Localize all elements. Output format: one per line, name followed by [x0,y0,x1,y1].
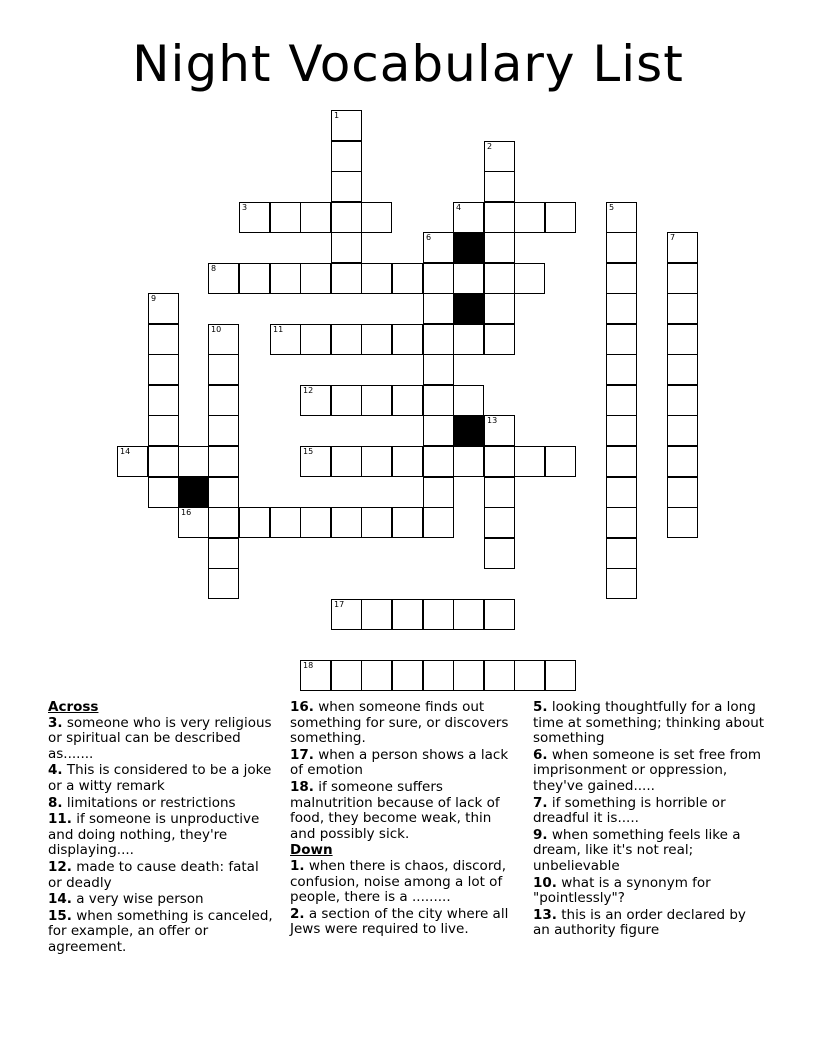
clue [290,700,518,747]
clue-number: 18 [303,661,314,670]
grid-cell[interactable] [148,477,179,508]
clue-text: when there is chaos, discord, confusion, noise among a lot of people, there is a ......... [290,857,506,906]
grid-cell[interactable] [361,660,392,691]
clue [48,796,273,812]
clue-num: 1. [290,857,305,874]
black-square [178,477,209,508]
clue-num: 17. [290,746,314,763]
grid-cell[interactable] [331,202,362,233]
clue [533,876,765,907]
grid-cell[interactable] [667,507,698,538]
grid-cell[interactable] [239,202,270,233]
grid-cell[interactable] [331,446,362,477]
grid-cell[interactable] [606,507,637,538]
grid-cell[interactable] [270,263,301,294]
grid-cell[interactable] [208,415,239,446]
clue [48,892,273,908]
grid-cell[interactable] [361,446,392,477]
clue-num: 3. [48,714,63,731]
grid-cell[interactable] [606,202,637,233]
clues-column-2 [290,700,518,939]
grid-cell[interactable] [361,599,392,630]
clue-num: 8. [48,794,63,811]
clue-number: 8 [211,264,217,273]
grid-cell[interactable] [331,171,362,202]
grid-cell[interactable] [331,599,362,630]
grid-cell[interactable] [392,446,423,477]
grid-cell[interactable] [606,263,637,294]
clue-num: 18. [290,778,314,795]
clue [48,909,273,956]
clue-number: 16 [181,508,192,517]
grid-cell[interactable] [514,263,545,294]
grid-cell[interactable] [148,293,179,324]
grid-cell[interactable] [667,324,698,355]
grid-cell[interactable] [606,232,637,263]
grid-cell[interactable] [208,324,239,355]
clue-number: 5 [609,203,615,212]
grid-cell[interactable] [300,202,331,233]
grid-cell[interactable] [606,324,637,355]
clue [533,700,765,747]
grid-cell[interactable] [423,263,454,294]
grid-cell[interactable] [484,263,515,294]
clue-num: 16. [290,699,314,715]
grid-cell[interactable] [423,477,454,508]
clue-num: 5. [533,699,548,715]
clue-text: limitations or restrictions [62,794,236,811]
clue-number: 11 [273,325,284,334]
grid-cell[interactable] [208,446,239,477]
grid-cell[interactable] [300,446,331,477]
grid-cell[interactable] [514,202,545,233]
clue [533,748,765,795]
grid-cell[interactable] [484,415,515,446]
clue [48,860,273,891]
grid-cell[interactable] [606,568,637,599]
grid-cell[interactable] [606,538,637,569]
clue [533,908,765,939]
grid-cell[interactable] [667,232,698,263]
clue [533,796,765,827]
grid-cell[interactable] [545,660,576,691]
clue [290,748,518,779]
grid-cell[interactable] [514,660,545,691]
clue-number: 4 [456,203,462,212]
clue-num: 9. [533,826,548,843]
clue-number: 10 [211,325,222,334]
across-heading: Across [48,699,99,715]
clue-number: 15 [303,447,314,456]
clue-text: if someone suffers malnutrition because of lack of food, they become weak, thin and possibly sick. [290,778,500,842]
grid-cell[interactable] [208,538,239,569]
down-heading: Down [290,842,333,859]
grid-cell[interactable] [361,324,392,355]
grid-cell[interactable] [392,324,423,355]
grid-cell[interactable] [148,385,179,416]
clue-text: if something is horrible or dreadful it is..... [533,794,726,827]
clue-number: 17 [334,600,345,609]
black-square [453,232,484,263]
grid-cell[interactable] [484,202,515,233]
grid-cell[interactable] [667,477,698,508]
clue-text: this is an order declared by an authority figure [533,906,746,939]
grid-cell[interactable] [178,446,209,477]
grid-cell[interactable] [606,477,637,508]
grid-cell[interactable] [453,324,484,355]
grid-cell[interactable] [484,141,515,172]
clue-text: a very wise person [71,891,204,908]
grid-cell[interactable] [423,354,454,385]
grid-cell[interactable] [270,507,301,538]
grid-cell[interactable] [148,324,179,355]
grid-cell[interactable] [331,385,362,416]
clue-number: 2 [487,142,493,151]
grid-cell[interactable] [453,385,484,416]
clue-text: what is a synonym for "pointlessly"? [533,874,711,907]
grid-cell[interactable] [667,293,698,324]
grid-cell[interactable] [514,446,545,477]
grid-cell[interactable] [392,660,423,691]
clue-text: when a person shows a lack of emotion [290,746,509,779]
clue-num: 12. [48,858,72,875]
grid-cell[interactable] [423,385,454,416]
clue-num: 13. [533,906,557,923]
clue-text: when something is canceled, for example, an offer or agreement. [48,907,273,955]
grid-cell[interactable] [392,507,423,538]
grid-cell[interactable] [178,507,209,538]
grid-cell[interactable] [361,263,392,294]
grid-cell[interactable] [331,232,362,263]
clue-num: 10. [533,874,557,891]
clue-text: when someone is set free from imprisonment or oppression, they've gained..... [533,746,762,794]
grid-cell[interactable] [270,202,301,233]
grid-cell[interactable] [239,263,270,294]
grid-cell[interactable] [484,599,515,630]
grid-cell[interactable] [423,660,454,691]
grid-cell[interactable] [606,446,637,477]
grid-cell[interactable] [453,599,484,630]
grid-cell[interactable] [423,446,454,477]
grid-cell[interactable] [484,171,515,202]
clue-num: 6. [533,746,548,763]
grid-cell[interactable] [545,202,576,233]
grid-cell[interactable] [361,385,392,416]
clue-num: 7. [533,794,548,811]
grid-cell[interactable] [300,324,331,355]
clue [533,828,765,875]
grid-cell[interactable] [423,599,454,630]
grid-cell[interactable] [208,385,239,416]
clue-num: 11. [48,811,72,828]
grid-cell[interactable] [270,324,301,355]
clue-number: 1 [334,111,340,120]
grid-cell[interactable] [331,660,362,691]
clue-text: someone who is very religious or spiritual can be described as....... [48,714,272,762]
grid-cell[interactable] [208,263,239,294]
grid-cell[interactable] [453,202,484,233]
clue [48,716,273,763]
grid-cell[interactable] [484,324,515,355]
grid-cell[interactable] [331,263,362,294]
grid-cell[interactable] [606,293,637,324]
grid-cell[interactable] [208,354,239,385]
grid-cell[interactable] [667,415,698,446]
clue-number: 7 [670,233,676,242]
clue-number: 14 [120,447,131,456]
black-square [453,293,484,324]
grid-cell[interactable] [208,507,239,538]
grid-cell[interactable] [423,324,454,355]
grid-cell[interactable] [392,599,423,630]
grid-cell[interactable] [300,507,331,538]
grid-cell[interactable] [484,293,515,324]
grid-cell[interactable] [300,385,331,416]
clue [48,763,273,794]
page-title: Night Vocabulary List [132,35,684,93]
grid-cell[interactable] [331,507,362,538]
grid-cell[interactable] [484,660,515,691]
clue-text: a section of the city where all Jews were required to live. [290,905,509,938]
clue-text: if someone is unproductive and doing nothing, they're displaying.... [48,811,260,859]
grid-cell[interactable] [239,507,270,538]
clue [290,780,518,842]
clue [290,859,518,906]
clue-num: 14. [48,891,72,908]
grid-cell[interactable] [148,446,179,477]
grid-cell[interactable] [208,568,239,599]
grid-cell[interactable] [392,385,423,416]
clue-text: when someone finds out something for sure, or discovers something. [290,699,509,747]
grid-cell[interactable] [423,415,454,446]
grid-cell[interactable] [667,446,698,477]
grid-cell[interactable] [453,446,484,477]
grid-cell[interactable] [300,263,331,294]
grid-cell[interactable] [453,660,484,691]
grid-cell[interactable] [423,507,454,538]
grid-cell[interactable] [484,232,515,263]
grid-cell[interactable] [148,354,179,385]
clue-text: looking thoughtfully for a long time at something; thinking about something [533,699,765,747]
clue-text: This is considered to be a joke or a witty remark [48,762,272,794]
grid-cell[interactable] [392,263,423,294]
grid-cell[interactable] [208,477,239,508]
grid-cell[interactable] [667,263,698,294]
grid-cell[interactable] [361,202,392,233]
grid-cell[interactable] [148,415,179,446]
grid-cell[interactable] [331,110,362,141]
black-square [453,415,484,446]
grid-cell[interactable] [331,141,362,172]
grid-cell[interactable] [423,293,454,324]
clue-number: 6 [426,233,432,242]
grid-cell[interactable] [667,385,698,416]
clue-text: when something feels like a dream, like it's not real; unbelievable [533,826,741,874]
clue-num: 15. [48,907,72,924]
clue-number: 13 [487,416,498,425]
grid-cell[interactable] [484,538,515,569]
clue-num: 2. [290,905,305,922]
grid-cell[interactable] [117,446,148,477]
clues-column-1 [48,700,273,957]
clue-num: 4. [48,762,63,779]
clue-text: made to cause death: fatal or deadly [48,858,259,891]
grid-cell[interactable] [331,324,362,355]
grid-cell[interactable] [300,660,331,691]
grid-cell[interactable] [361,507,392,538]
clue-number: 12 [303,386,314,395]
grid-cell[interactable] [606,385,637,416]
grid-cell[interactable] [606,354,637,385]
clue-number: 9 [151,294,157,303]
clues-column-3 [533,700,765,940]
clue [290,907,518,938]
grid-cell[interactable] [667,354,698,385]
grid-cell[interactable] [484,507,515,538]
clue [48,812,273,859]
grid-cell[interactable] [484,477,515,508]
clue-number: 3 [242,203,248,212]
grid-cell[interactable] [453,263,484,294]
grid-cell[interactable] [606,415,637,446]
grid-cell[interactable] [423,232,454,263]
grid-cell[interactable] [484,446,515,477]
grid-cell[interactable] [545,446,576,477]
